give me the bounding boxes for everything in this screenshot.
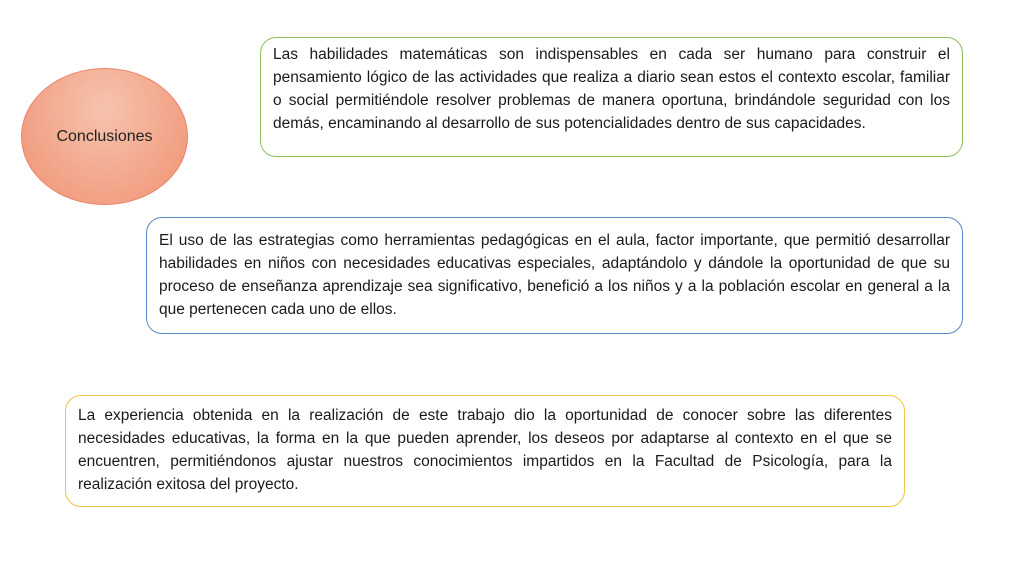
conclusion-text-strategies: El uso de las estrategias como herramientas pedagógicas en el aula, factor importante, que permitió desarrollar habilidades en niños con necesidades educativas especiales, adaptándolo y dándole la oportunidad de que su proceso de enseñanza aprendizaje sea significativo, benefició a los niños y a la población escolar en general a la que pertenecen cada uno de ellos. [159, 232, 950, 318]
conclusion-text-experience: La experiencia obtenida en la realización de este trabajo dio la oportunidad de conocer sobre las diferentes necesidades educativas, la forma en la que pueden aprender, los deseos por adaptarse al contexto en el que se encuentren, permitiéndonos ajustar nuestros conocimientos impartidos en la Facultad de Psicología, para la realización exitosa del proyecto. [78, 407, 892, 493]
conclusiones-label: Conclusiones [56, 127, 153, 145]
conclusiones-oval [21, 68, 188, 205]
conclusion-text-math-skills: Las habilidades matemáticas son indispensables en cada ser humano para construir el pensamiento lógico de las actividades que realiza a diario sean estos el contexto escolar, familiar o social permitiéndole resolver problemas de manera oportuna, brindándole seguridad con los demás, encaminando al desarrollo de sus potencialidades dentro de sus capacidades. [273, 46, 950, 132]
conclusion-box-experience [65, 395, 905, 507]
conclusion-box-strategies [146, 217, 963, 334]
conclusion-box-math-skills [260, 37, 963, 157]
